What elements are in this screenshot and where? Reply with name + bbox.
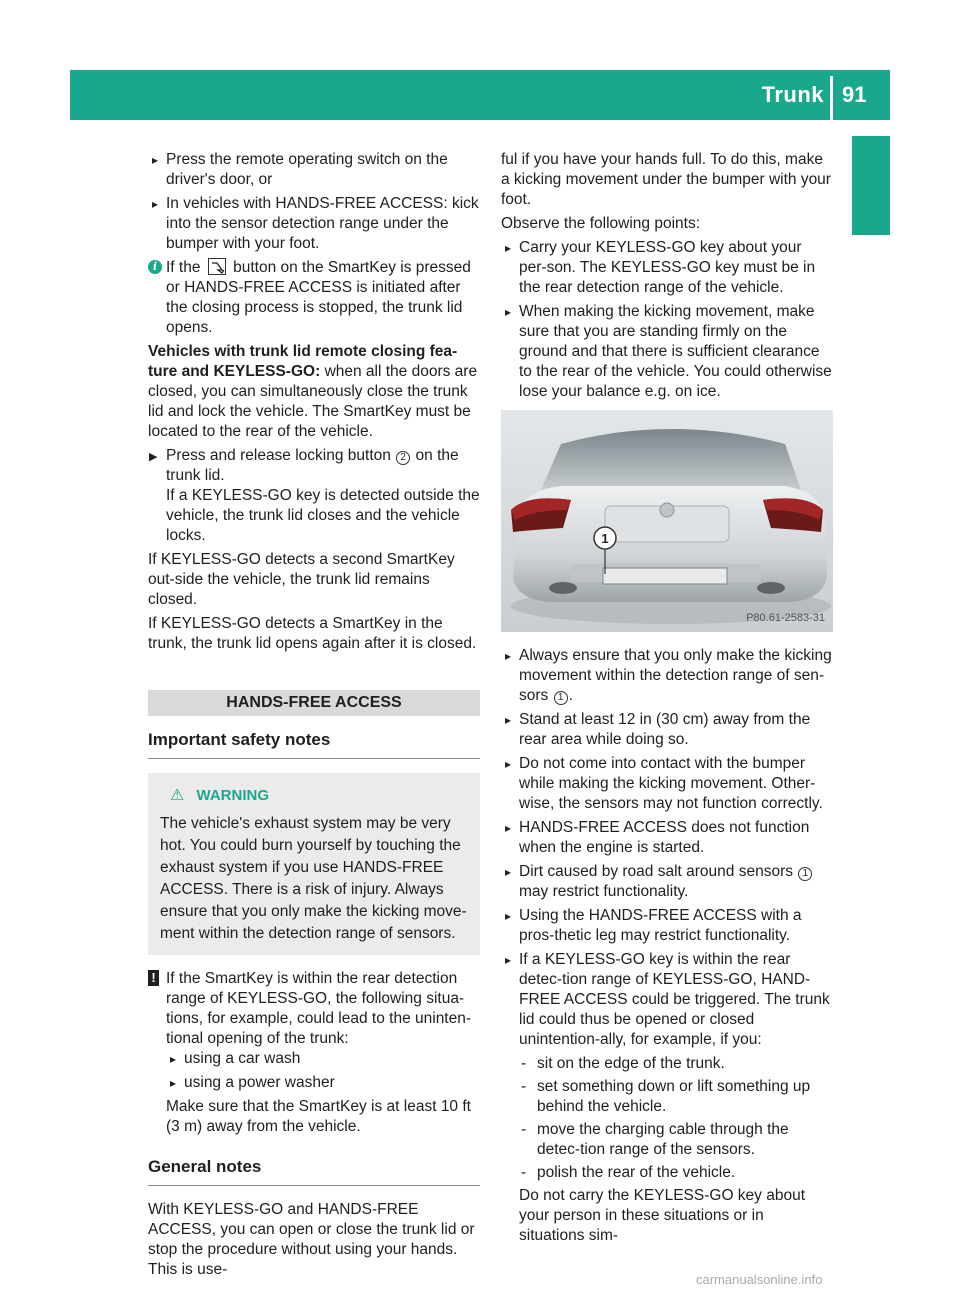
left-column — [148, 150, 480, 1284]
step-suffix: on the trunk lid. — [166, 447, 459, 484]
vehicles-text: when all the doors are closed, you can simultaneously close the trunk lid and lock the vehicle. The SmartKey must be located to the rear of the vehicle. — [148, 363, 478, 440]
list-item: ▸ using a car wash — [166, 1049, 480, 1069]
step-detail: If a KEYLESS-GO key is detected outside the vehicle, the trunk lid closes and the vehicle locks. — [166, 487, 480, 544]
trunk-key-icon — [208, 258, 226, 275]
warning-text: The vehicle's exhaust system may be very hot. You could burn yourself by touching the exhaust system if you use HANDS-FREE ACCESS. There is a risk of injury. Always ensure that you only make the kicking move-ment within the detection range of sensors. — [160, 815, 467, 942]
exclamation-icon: ! — [148, 970, 159, 986]
list-item: ▸ Carry your KEYLESS-GO key about your per-son. The KEYLESS-GO key must be in the rear detection range of the vehicle. — [501, 238, 833, 298]
vehicles-bold: Vehicles with trunk lid remote closing fea-ture and KEYLESS-GO: — [148, 343, 458, 380]
photo-caption: P80.61-2583-31 — [746, 612, 825, 624]
callout-number: 1 — [798, 867, 812, 881]
dash-item: - move the charging cable through the detec-tion range of the sensors. — [501, 1120, 833, 1160]
subheading: General notes — [148, 1157, 480, 1186]
list-item: ▸ If a KEYLESS-GO key is within the rear detec-tion range of KEYLESS-GO, HAND-FREE ACCESS could be triggered. The trunk lid could thus be opened or closed unintention-ally, for example, if you: — [501, 950, 833, 1050]
info-icon: i — [148, 260, 162, 274]
notice-text: If the SmartKey is within the rear detection range of KEYLESS-GO, the following situa-tions, for example, could lead to the uninten-tional opening of the trunk: — [166, 970, 472, 1047]
list-item: ▸ using a power washer — [166, 1073, 480, 1093]
warning-title — [160, 785, 470, 807]
warning-title-text: WARNING — [196, 787, 270, 804]
list-item: ▸ Stand at least 12 in (30 cm) away from the rear area while doing so. — [501, 710, 833, 750]
info-suffix: button on the SmartKey is pressed or HANDS-FREE ACCESS is initiated after the closing process is stopped, the trunk lid opens. — [166, 259, 471, 336]
vehicles-paragraph — [148, 342, 480, 442]
bullet-text: Always ensure that you only make the kicking movement within the detection range of sen-sors — [519, 647, 832, 704]
section-title: HANDS-FREE ACCESS — [148, 690, 480, 716]
dash-item: - set something down or lift something up behind the vehicle. — [501, 1077, 833, 1117]
dash-item: - sit on the edge of the trunk. — [501, 1054, 833, 1074]
dash-item: - polish the rear of the vehicle. — [501, 1163, 833, 1183]
callout-number: 2 — [396, 451, 410, 465]
info-prefix: If the — [166, 259, 201, 276]
warning-triangle-icon: ⚠ — [170, 787, 185, 804]
paragraph: If KEYLESS-GO detects a SmartKey in the trunk, the trunk lid opens again after it is closed. — [148, 615, 477, 652]
bullet-text: Dirt caused by road salt around sensors — [519, 863, 793, 880]
paragraph: Observe the following points: — [501, 215, 701, 232]
paragraph: If KEYLESS-GO detects a second SmartKey out-side the vehicle, the trunk lid remains closed. — [148, 551, 455, 608]
car-rear-illustration — [501, 410, 833, 632]
list-item — [501, 862, 833, 902]
header-divider — [830, 76, 833, 120]
subheading: Important safety notes — [148, 730, 480, 759]
car-rear-photo — [501, 410, 833, 632]
list-item: ▸ HANDS-FREE ACCESS does not function when the engine is started. — [501, 818, 833, 858]
list-item: ▸ Do not come into contact with the bumper while making the kicking movement. Other-wise, the sensors may not function correctly. — [501, 754, 833, 814]
page-number: 91 — [842, 82, 867, 107]
notice-block — [148, 969, 480, 1137]
paragraph: With KEYLESS-GO and HANDS-FREE ACCESS, you can open or close the trunk lid or stop the procedure without using your hands. This is use- — [148, 1201, 475, 1278]
warning-box — [148, 773, 480, 955]
step-item — [148, 446, 480, 546]
list-item: ▸ When making the kicking movement, make sure that you are standing firmly on the ground and that there is sufficient clearance to the rear of the vehicle. You could otherwise lose your balance e.g. on ice. — [501, 302, 833, 402]
info-note — [148, 258, 480, 338]
side-tab-marker — [852, 136, 890, 235]
list-item: ▸ In vehicles with HANDS-FREE ACCESS: kick into the sensor detection range under the bumper with your foot. — [148, 194, 480, 254]
notice-end: Make sure that the SmartKey is at least 10 ft (3 m) away from the vehicle. — [166, 1098, 471, 1135]
side-tab-label: Opening and closing — [858, 262, 881, 470]
list-item: ▸ Press the remote operating switch on the driver's door, or — [148, 150, 480, 190]
list-item: ▸ Using the HANDS-FREE ACCESS with a pros-thetic leg may restrict functionality. — [501, 906, 833, 946]
page-section-title: Trunk — [761, 82, 824, 107]
callout-number: 1 — [554, 691, 568, 705]
bullet-text: may restrict functionality. — [519, 883, 689, 900]
right-column — [501, 150, 833, 1250]
side-tab-gap — [852, 235, 890, 245]
paragraph: ful if you have your hands full. To do this, make a kicking movement under the bumper with your foot. — [501, 151, 831, 208]
photo-callout: 1 — [601, 531, 609, 546]
watermark: carmanualsonline.info — [696, 1272, 823, 1287]
step-prefix: Press and release locking button — [166, 447, 391, 464]
list-item: ▸ Always ensure that you only make the kicking movement within the detection range of sen-sors 1 . — [501, 646, 833, 706]
paragraph: Do not carry the KEYLESS-GO key about your person in these situations or in situations sim- — [519, 1187, 806, 1244]
